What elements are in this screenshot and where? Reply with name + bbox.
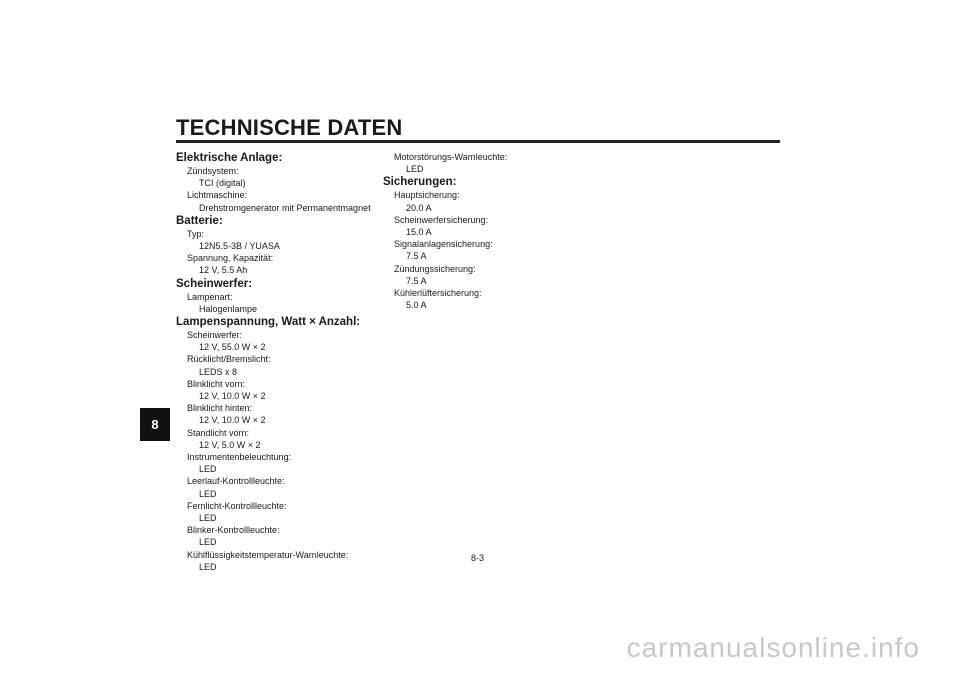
spec-label: Zündungssicherung: bbox=[394, 263, 476, 274]
left-spec-column bbox=[176, 151, 376, 573]
spec-label: Scheinwerfer: bbox=[187, 330, 243, 341]
watermark: carmanualsonline.info bbox=[626, 632, 920, 663]
spec-value: 20.0 A bbox=[406, 202, 432, 213]
spec-label: Lichtmaschine: bbox=[187, 190, 248, 201]
page-number: 8-3 bbox=[471, 553, 485, 563]
spec-label: Spannung, Kapazität: bbox=[187, 253, 274, 264]
spec-label: Fernlicht-Kontrollleuchte: bbox=[187, 500, 287, 511]
spec-value: TCI (digital) bbox=[199, 178, 246, 189]
section-heading: Lampenspannung, Watt × Anzahl: bbox=[176, 316, 361, 329]
spec-label: Typ: bbox=[187, 228, 205, 239]
spec-value: 5.0 A bbox=[406, 300, 427, 311]
spec-value: 12 V, 5.5 Ah bbox=[199, 265, 248, 276]
spec-value: LED bbox=[406, 164, 424, 175]
section-heading: Scheinwerfer: bbox=[176, 277, 253, 290]
spec-value: 7.5 A bbox=[406, 275, 427, 286]
spec-value: LED bbox=[199, 488, 217, 499]
spec-value: 15.0 A bbox=[406, 227, 432, 238]
spec-label: Zündsystem: bbox=[187, 166, 239, 176]
spec-label: Lampenart: bbox=[187, 291, 233, 302]
spec-label: Blinker-Kontrollleuchte: bbox=[187, 525, 280, 536]
spec-value: LED bbox=[199, 537, 217, 548]
right-spec-column bbox=[383, 151, 583, 311]
spec-label: Blinklicht hinten: bbox=[187, 403, 253, 414]
spec-label: Kühlflüssigkeitstemperatur-Warnleuchte: bbox=[187, 549, 349, 560]
spec-label: Scheinwerfersicherung: bbox=[394, 214, 489, 225]
spec-value: 12 V, 10.0 W × 2 bbox=[199, 415, 266, 426]
spec-label: Standlicht vorn: bbox=[187, 427, 250, 438]
spec-value: LED bbox=[199, 513, 217, 524]
title-divider bbox=[176, 140, 780, 143]
spec-label: Signalanlagensicherung: bbox=[394, 239, 493, 250]
spec-value: 12 V, 10.0 W × 2 bbox=[199, 391, 266, 402]
page-title: TECHNISCHE DATEN bbox=[176, 115, 403, 140]
section-heading: Sicherungen: bbox=[383, 176, 457, 189]
spec-value: 12 V, 5.0 W × 2 bbox=[199, 439, 261, 450]
spec-label: Blinklicht vorn: bbox=[187, 378, 246, 389]
spec-label: Instrumentenbeleuchtung: bbox=[187, 452, 292, 463]
spec-value: 7.5 A bbox=[406, 251, 427, 262]
spec-label: Kühlerlüftersicherung: bbox=[394, 288, 482, 299]
spec-value: LEDS x 8 bbox=[199, 366, 238, 377]
section-heading: Elektrische Anlage: bbox=[176, 152, 283, 164]
spec-label: Motorstörungs-Warnleuchte: bbox=[394, 152, 508, 162]
spec-value: 12N5.5-3B / YUASA bbox=[199, 241, 280, 252]
spec-label: Hauptsicherung: bbox=[394, 190, 460, 201]
spec-label: Rücklicht/Bremslicht: bbox=[187, 354, 271, 365]
spec-value: Halogenlampe bbox=[199, 303, 258, 314]
spec-value: LED bbox=[199, 464, 217, 475]
spec-value: Drehstromgenerator mit Permanentmagnet bbox=[199, 202, 371, 213]
spec-value: LED bbox=[199, 561, 217, 572]
section-heading: Batterie: bbox=[176, 214, 223, 227]
chapter-tab: 8 bbox=[140, 408, 170, 441]
spec-value: 12 V, 55.0 W × 2 bbox=[199, 342, 266, 353]
spec-label: Leerlauf-Kontrollleuchte: bbox=[187, 476, 285, 487]
